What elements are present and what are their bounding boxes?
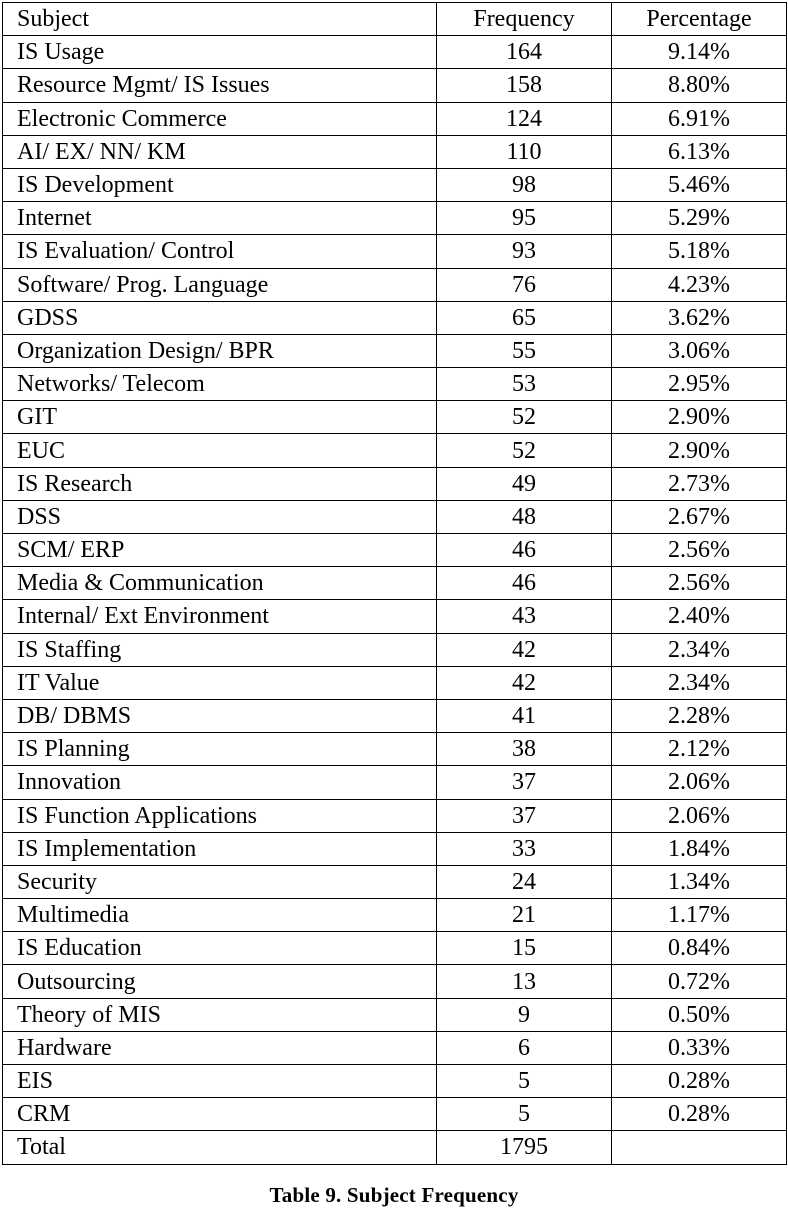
row-percentage: 5.46% xyxy=(612,168,787,201)
row-frequency: 53 xyxy=(437,368,612,401)
table-row xyxy=(3,766,787,799)
table-row xyxy=(3,301,787,334)
row-subject: IS Planning xyxy=(3,733,437,766)
row-frequency: 158 xyxy=(437,69,612,102)
row-frequency: 124 xyxy=(437,102,612,135)
table-row xyxy=(3,102,787,135)
row-percentage: 2.34% xyxy=(612,666,787,699)
table-row xyxy=(3,500,787,533)
header-percentage: Percentage xyxy=(612,3,787,36)
table-row xyxy=(3,666,787,699)
table-row xyxy=(3,401,787,434)
table-header-row xyxy=(3,3,787,36)
row-subject: IS Function Applications xyxy=(3,799,437,832)
table-body xyxy=(3,36,787,1131)
row-percentage: 0.84% xyxy=(612,932,787,965)
row-subject: Media & Communication xyxy=(3,567,437,600)
row-percentage: 2.40% xyxy=(612,600,787,633)
row-frequency: 37 xyxy=(437,766,612,799)
table-row xyxy=(3,600,787,633)
row-percentage: 3.62% xyxy=(612,301,787,334)
row-frequency: 38 xyxy=(437,733,612,766)
row-subject: IS Development xyxy=(3,168,437,201)
row-frequency: 5 xyxy=(437,1065,612,1098)
row-percentage: 0.28% xyxy=(612,1098,787,1131)
table-row xyxy=(3,799,787,832)
row-subject: Security xyxy=(3,865,437,898)
row-subject: GDSS xyxy=(3,301,437,334)
row-frequency: 46 xyxy=(437,567,612,600)
row-subject: DB/ DBMS xyxy=(3,699,437,732)
row-subject: IS Education xyxy=(3,932,437,965)
row-percentage: 1.34% xyxy=(612,865,787,898)
table-row xyxy=(3,69,787,102)
table-row xyxy=(3,334,787,367)
table-row xyxy=(3,268,787,301)
row-subject: SCM/ ERP xyxy=(3,534,437,567)
row-frequency: 76 xyxy=(437,268,612,301)
table-row xyxy=(3,899,787,932)
table-row xyxy=(3,832,787,865)
table-row xyxy=(3,1031,787,1064)
row-subject: Internet xyxy=(3,202,437,235)
row-subject: IS Evaluation/ Control xyxy=(3,235,437,268)
row-frequency: 6 xyxy=(437,1031,612,1064)
row-frequency: 46 xyxy=(437,534,612,567)
total-frequency: 1795 xyxy=(437,1131,612,1164)
subject-frequency-table-wrapper xyxy=(2,2,786,1165)
table-row xyxy=(3,1065,787,1098)
row-subject: DSS xyxy=(3,500,437,533)
row-frequency: 42 xyxy=(437,666,612,699)
row-frequency: 95 xyxy=(437,202,612,235)
total-percentage xyxy=(612,1131,787,1164)
row-subject: IS Usage xyxy=(3,36,437,69)
row-subject: Resource Mgmt/ IS Issues xyxy=(3,69,437,102)
table-row xyxy=(3,467,787,500)
table-row xyxy=(3,733,787,766)
table-row xyxy=(3,36,787,69)
row-subject: Software/ Prog. Language xyxy=(3,268,437,301)
row-percentage: 2.12% xyxy=(612,733,787,766)
row-percentage: 9.14% xyxy=(612,36,787,69)
header-subject: Subject xyxy=(3,3,437,36)
row-percentage: 2.56% xyxy=(612,534,787,567)
row-frequency: 164 xyxy=(437,36,612,69)
row-subject: Internal/ Ext Environment xyxy=(3,600,437,633)
row-subject: Multimedia xyxy=(3,899,437,932)
row-frequency: 110 xyxy=(437,135,612,168)
table-row xyxy=(3,235,787,268)
row-subject: EIS xyxy=(3,1065,437,1098)
table-row xyxy=(3,932,787,965)
table-row xyxy=(3,567,787,600)
row-percentage: 2.06% xyxy=(612,799,787,832)
row-percentage: 8.80% xyxy=(612,69,787,102)
row-frequency: 9 xyxy=(437,998,612,1031)
row-percentage: 2.90% xyxy=(612,401,787,434)
row-subject: IT Value xyxy=(3,666,437,699)
row-subject: EUC xyxy=(3,434,437,467)
table-row xyxy=(3,168,787,201)
row-percentage: 6.91% xyxy=(612,102,787,135)
row-percentage: 1.84% xyxy=(612,832,787,865)
row-frequency: 42 xyxy=(437,633,612,666)
row-frequency: 41 xyxy=(437,699,612,732)
row-frequency: 65 xyxy=(437,301,612,334)
row-percentage: 2.90% xyxy=(612,434,787,467)
row-percentage: 4.23% xyxy=(612,268,787,301)
row-percentage: 2.95% xyxy=(612,368,787,401)
row-percentage: 0.72% xyxy=(612,965,787,998)
row-frequency: 49 xyxy=(437,467,612,500)
table-row xyxy=(3,633,787,666)
row-frequency: 5 xyxy=(437,1098,612,1131)
row-frequency: 48 xyxy=(437,500,612,533)
row-subject: CRM xyxy=(3,1098,437,1131)
table-row xyxy=(3,434,787,467)
table-row xyxy=(3,998,787,1031)
row-subject: IS Implementation xyxy=(3,832,437,865)
row-percentage: 2.28% xyxy=(612,699,787,732)
row-subject: Innovation xyxy=(3,766,437,799)
row-frequency: 98 xyxy=(437,168,612,201)
row-subject: IS Staffing xyxy=(3,633,437,666)
row-percentage: 1.17% xyxy=(612,899,787,932)
table-row xyxy=(3,202,787,235)
row-subject: Outsourcing xyxy=(3,965,437,998)
row-frequency: 93 xyxy=(437,235,612,268)
row-frequency: 52 xyxy=(437,401,612,434)
row-percentage: 3.06% xyxy=(612,334,787,367)
table-row xyxy=(3,135,787,168)
row-percentage: 2.67% xyxy=(612,500,787,533)
table-row xyxy=(3,865,787,898)
table-total-row xyxy=(3,1131,787,1164)
row-percentage: 6.13% xyxy=(612,135,787,168)
row-frequency: 13 xyxy=(437,965,612,998)
row-subject: GIT xyxy=(3,401,437,434)
row-percentage: 2.73% xyxy=(612,467,787,500)
row-frequency: 15 xyxy=(437,932,612,965)
row-percentage: 5.29% xyxy=(612,202,787,235)
row-frequency: 21 xyxy=(437,899,612,932)
row-percentage: 5.18% xyxy=(612,235,787,268)
row-frequency: 43 xyxy=(437,600,612,633)
row-frequency: 52 xyxy=(437,434,612,467)
row-subject: AI/ EX/ NN/ KM xyxy=(3,135,437,168)
row-frequency: 55 xyxy=(437,334,612,367)
row-percentage: 2.06% xyxy=(612,766,787,799)
table-row xyxy=(3,534,787,567)
table-row xyxy=(3,1098,787,1131)
table-row xyxy=(3,368,787,401)
table-row xyxy=(3,699,787,732)
row-subject: Networks/ Telecom xyxy=(3,368,437,401)
row-frequency: 33 xyxy=(437,832,612,865)
row-subject: Theory of MIS xyxy=(3,998,437,1031)
row-subject: Hardware xyxy=(3,1031,437,1064)
table-caption: Table 9. Subject Frequency xyxy=(269,1183,519,1207)
row-percentage: 2.34% xyxy=(612,633,787,666)
row-percentage: 0.33% xyxy=(612,1031,787,1064)
table-row xyxy=(3,965,787,998)
row-frequency: 24 xyxy=(437,865,612,898)
row-subject: Electronic Commerce xyxy=(3,102,437,135)
row-percentage: 2.56% xyxy=(612,567,787,600)
row-percentage: 0.28% xyxy=(612,1065,787,1098)
row-subject: Organization Design/ BPR xyxy=(3,334,437,367)
row-frequency: 37 xyxy=(437,799,612,832)
subject-frequency-table xyxy=(2,2,787,1165)
total-label: Total xyxy=(3,1131,437,1164)
row-percentage: 0.50% xyxy=(612,998,787,1031)
row-subject: IS Research xyxy=(3,467,437,500)
header-frequency: Frequency xyxy=(437,3,612,36)
